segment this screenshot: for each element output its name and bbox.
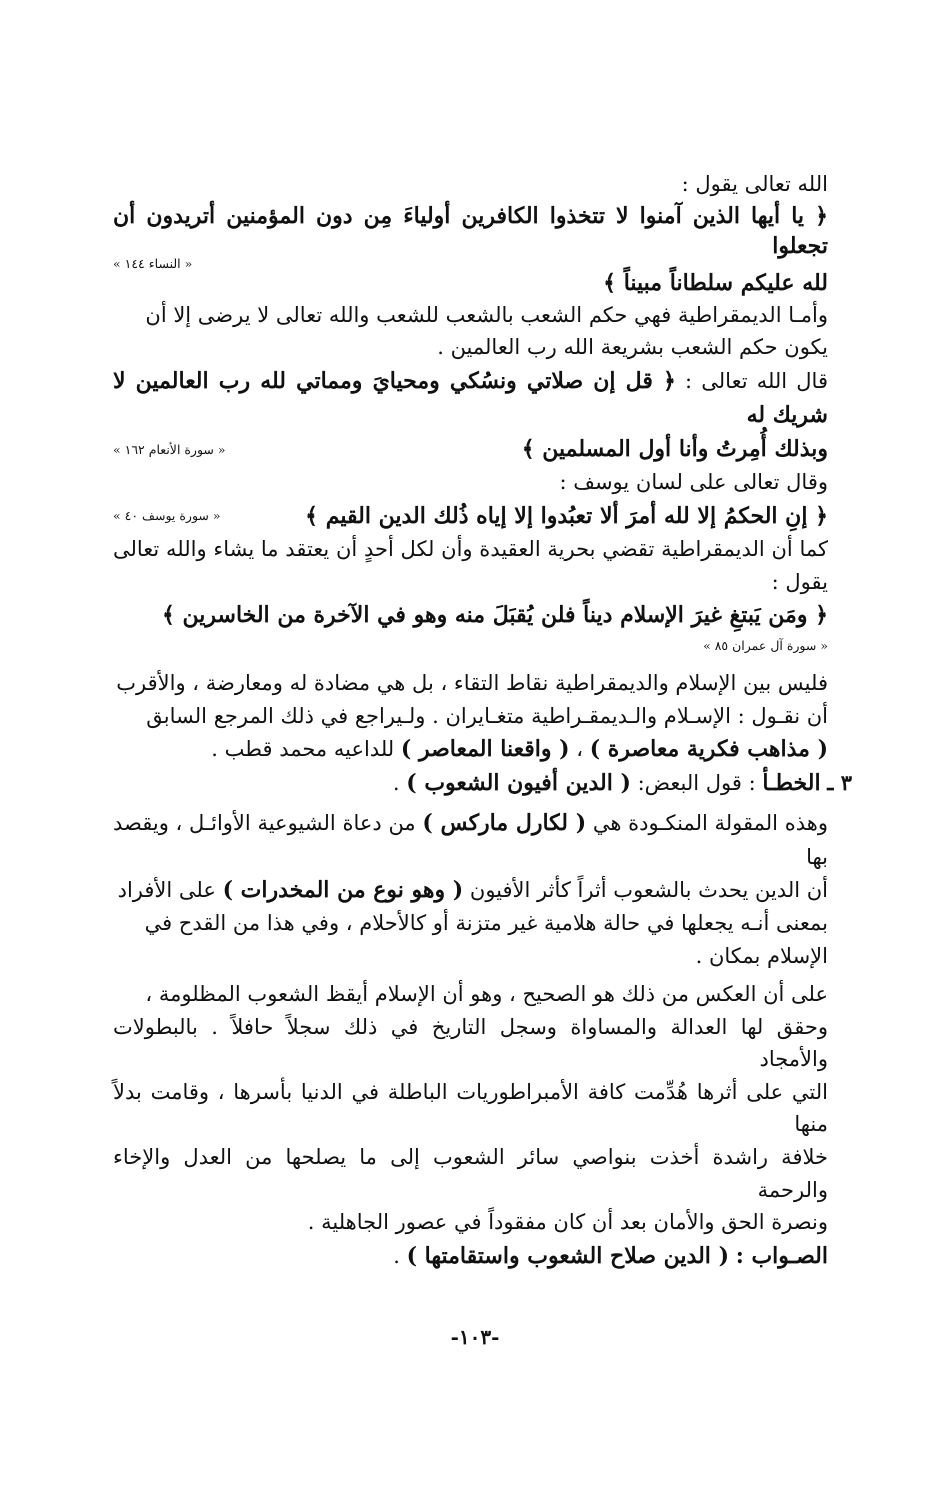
qal-prefix: قال الله تعالى : — [685, 369, 828, 394]
paragraph-5-line-4: خلافة راشدة أخذت بنواصي سائر الشعوب إلى ما يصلحها من العدل والإخاء والرحمة — [113, 1144, 828, 1202]
correct-line — [113, 1239, 828, 1273]
verse-1-reference: « النساء ١٤٤ » — [113, 256, 193, 272]
correct-end: . — [393, 1243, 400, 1268]
verse-1-line-1: ﴿ يا أيها الذين آمنوا لا تتخذوا الكافرين أولياءَ مِن دون المؤمنين أتريدون أن تجعلوا — [113, 202, 828, 260]
verse-2-line-2 — [113, 432, 828, 466]
paragraph-5-line-2: وحقق لها العدالة والمساواة وسجل التاريخ في ذلك سجلاً حافلاً . بالبطولات والأمجاد — [113, 1014, 828, 1072]
item-3-heading — [113, 766, 852, 800]
paragraph-5-line-1: على أن العكس من ذلك هو الصحيح ، وهو أن الإسلام أيقظ الشعوب المظلومة ، — [145, 982, 828, 1007]
author-text: للداعيه محمد قطب . — [211, 737, 395, 762]
paragraph-4-line-2 — [113, 873, 828, 907]
item-3-end: . — [392, 771, 400, 796]
verse-3-line — [113, 499, 828, 533]
paragraph-1-line-1: وأمـا الديمقراطية فهي حكم الشعب بالشعب للشعب والله تعالى لا يرضى إلا أن — [145, 302, 828, 327]
paragraph-4-line-3: بمعنى أنـه يجعلها في حالة هلامية غير متزنة أو كالأحلام ، وفي هذا من القدح في — [144, 911, 828, 936]
correct-text: ( الدين صلاح الشعوب واستقامتها ) — [406, 1242, 729, 1269]
verse-1-line-2: لله عليكم سلطاناً مبيناً ﴾ — [603, 270, 828, 297]
item-3-number: ٣ ـ — [827, 770, 852, 796]
paragraph-3-line-1: فليس بين الإسلام والديمقراطية نقاط التقاء ، بل هي مضادة له ومعارضة ، والأقرب — [116, 671, 828, 696]
verse-4-reference: « سورة آل عمران ٨٥ » — [703, 638, 828, 654]
paragraph-4-line-4: الإسلام بمكان . — [695, 943, 828, 968]
verse-3-text: ﴿ إنِ الحكمُ إلا لله أمرَ ألا تعبُدوا إلا إياه ذُلك الدين القيم ﴾ — [305, 502, 828, 529]
correct-label: الصـواب : — [735, 1242, 828, 1269]
page-body — [113, 168, 852, 1273]
paragraph-3-line-3 — [113, 732, 828, 766]
paragraph-2: كما أن الديمقراطية تقضي بحرية العقيدة وأن لكل أحدٍ أن يعتقد ما يشاء والله تعالى يقول : — [113, 536, 828, 594]
page-number: -١٠٣- — [450, 1325, 500, 1349]
verse-3-reference: « سورة يوسف ٤٠ » — [113, 508, 221, 524]
verse-4-text: ﴿ ومَن يَبتغِ غيرَ الإسلام ديناً فلن يُقبَلَ منه وهو في الآخرة من الخاسرين ﴾ — [161, 602, 828, 629]
paragraph-1-line-2: يكون حكم الشعب بشريعة الله رب العالمين . — [437, 335, 828, 360]
drugs-note: ( وهو نوع من المخدرات ) — [222, 877, 464, 904]
paragraph-5-line-5: ونصرة الحق والأمان بعد أن كان مفقوداً في عصور الجاهلية . — [307, 1210, 828, 1235]
item-3-label: الخطـأ — [762, 770, 821, 797]
paragraph-4-line-2-b: على الأفراد — [117, 878, 216, 903]
verse-2-reference: « سورة الأنعام ١٦٢ » — [113, 441, 226, 457]
separator: ، — [576, 737, 584, 762]
verse-2-text-1: ﴿ قل إن صلاتي ونسُكي ومحيايَ ومماتي لله رب العالمين لا شريك له — [113, 368, 828, 429]
paragraph-4-line-1 — [113, 806, 828, 873]
verse-2-line-1 — [113, 364, 828, 432]
paragraph-4-line-1-b: من دعاة الشيوعية الأوائـل ، ويقصد بها — [113, 811, 828, 869]
book-title-2: ( واقعنا المعاصر ) — [400, 736, 570, 763]
book-title-1: ( مذاهب فكرية معاصرة ) — [589, 736, 828, 763]
paragraph-3-line-2: أن نقـول : الإسـلام والـديمقـراطية متغـايران . ولـيراجع في ذلك المرجع السابق — [146, 703, 828, 728]
intro-line: الله تعالى يقول : — [681, 172, 828, 196]
paragraph-4-line-1-a: وهذه المقولة المنكـودة هي — [592, 811, 828, 836]
verse-2-text-2: وبذلك أُمِرتُ وأنا أول المسلمين ﴾ — [521, 436, 828, 463]
paragraph-4-line-2-a: أن الدين يحدث بالشعوب أثراً كأثر الأفيون — [469, 878, 828, 903]
marx-name: ( لكارل ماركس ) — [422, 810, 587, 837]
qal-yusuf-line: وقال تعالى على لسان يوسف : — [559, 470, 828, 495]
item-3-text: : قول البعض: — [637, 771, 756, 796]
item-3-quote: ( الدين أفيون الشعوب ) — [406, 770, 631, 797]
paragraph-5-line-3: التي على أثرها هُدِّمت كافة الأمبراطوريات الباطلة في الدنيا بأسرها ، وقامت بدلاً منها — [113, 1079, 828, 1137]
